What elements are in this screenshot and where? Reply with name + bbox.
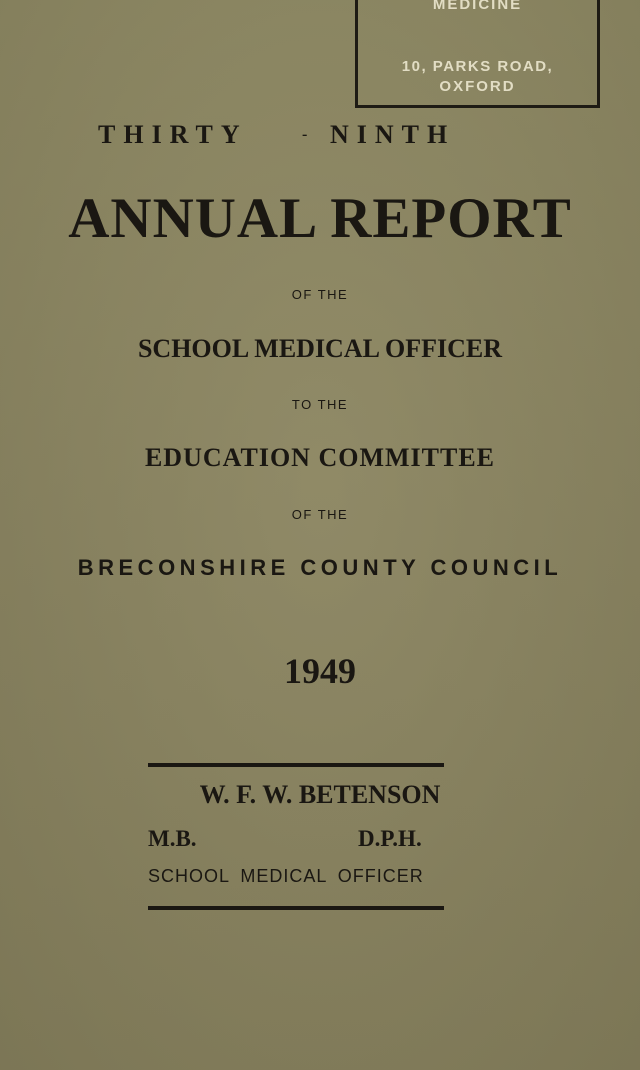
- stamp-address-line1: 10, PARKS ROAD,: [401, 58, 554, 75]
- bottom-divider: [148, 906, 444, 910]
- stamp-top-text: MEDICINE: [432, 0, 523, 13]
- officer-heading: SCHOOL MEDICAL OFFICER: [137, 334, 503, 363]
- qualification-mb: M.B.: [148, 826, 197, 851]
- council-heading: BRECONSHIRE COUNTY COUNCIL: [77, 555, 563, 580]
- qualification-dph: D.P.H.: [358, 826, 422, 851]
- committee-heading: EDUCATION COMMITTEE: [144, 443, 496, 472]
- library-stamp: [355, 0, 600, 108]
- report-year: 1949: [284, 651, 356, 691]
- of-the-label-1: OF THE: [291, 287, 349, 302]
- top-divider: [148, 763, 444, 767]
- ordinal-mark: -: [302, 126, 308, 143]
- ordinal-thirty: THIRTY: [98, 120, 248, 149]
- stamp-address-line2: OXFORD: [439, 78, 516, 95]
- of-the-label-2: OF THE: [291, 507, 349, 522]
- ordinal-ninth: NINTH: [330, 120, 456, 149]
- author-role: SCHOOL MEDICAL OFFICER: [148, 866, 424, 886]
- to-the-label: TO THE: [291, 397, 349, 412]
- report-title: ANNUAL REPORT: [68, 187, 572, 250]
- author-name: W. F. W. BETENSON: [199, 780, 441, 809]
